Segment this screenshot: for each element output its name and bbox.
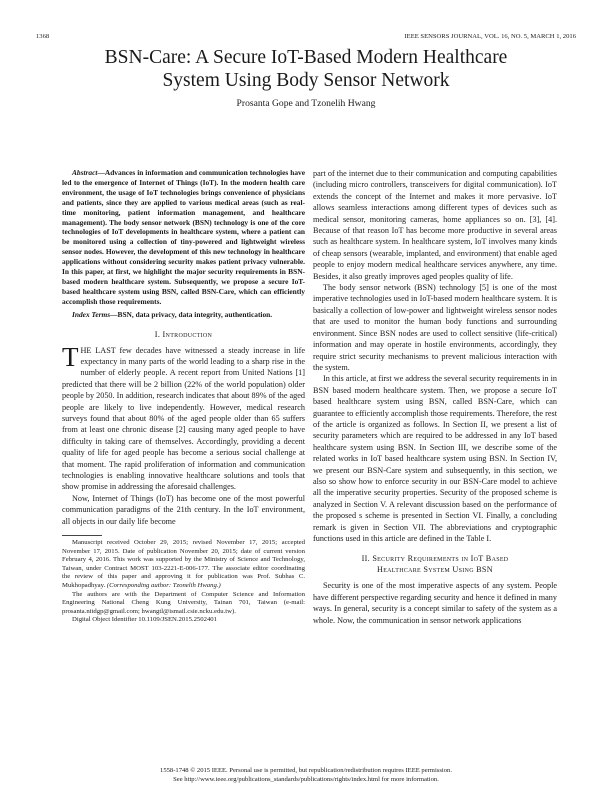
footnote-received-text: Manuscript received October 29, 2015; revised November 17, 2015; accepted November 17, 2015. Date of publication November 20, 2015; date of current version February 4, 2016. This work was supported by the Ministry of Science and Technology, Taiwan, under Contract MOST 103-2221-E-006-177. The associate editor coordinating the review of this paper and approving it for publication was Prof. Subhas C. Mukhopadhyay. (62, 539, 305, 590)
section-heading-introduction (62, 329, 305, 340)
intro-paragraph-1-text: HE LAST few decades have witnessed a steady increase in life expectancy in many parts of the world leading to a sharp rise in the number of elderly people. A recent report from United Nations [1] predicted that there will be 2 billion (22% of the world population) older people by 2050. In addition, research indicates that about 89% of the aged people are likely to live independently. However, medical research surveys found that about 80% of the aged people older than 65 suffers from at least one chronic disease [2] causing many aged people to have difficulty in taking care of themselves. Accordingly, providing a decent quality of life for aged people has become a serious social challenge at that moment. The rapid proliferation of information and communication technologies is enabling innovative healthcare solutions and tools that show promise in addressing the aforesaid challenges. (62, 345, 305, 492)
section-title: Introduction (162, 329, 213, 339)
page-number: 1368 (36, 33, 50, 40)
journal-info: IEEE SENSORS JOURNAL, VOL. 16, NO. 5, MARCH 1, 2016 (404, 33, 576, 40)
copyright-footer (36, 766, 576, 784)
authors: Prosanta Gope and Tzonelih Hwang (236, 98, 376, 109)
title-line-2: System Using Body Sensor Network (162, 70, 450, 91)
footnote-received (62, 539, 305, 591)
footnote-rule (62, 535, 102, 536)
footnote-doi: Digital Object Identifier 10.1109/JSEN.2015.2502401 (72, 616, 217, 624)
intro-paragraph-2: Now, Internet of Things (IoT) has become one of the most powerful communication paradigms of the 21th century. In the IoT environment, all objects in our daily life become (62, 493, 305, 526)
index-terms-text: —BSN, data privacy, data integrity, authentication. (110, 309, 273, 319)
footnote-corresponding: (Corresponding author: Tzonelih Hwang.) (106, 582, 221, 590)
index-terms (62, 310, 305, 320)
right-column (313, 168, 557, 626)
footnote-affiliation: The authors are with the Department of Computer Science and Information Engineering National Cheng Kung University, Tainan 701, Taiwan (e-mail: prosanta.nitdgp@gmail.com; hwangtl@ismail.csie.ncku.edu.tw). (62, 590, 305, 615)
abstract-lead: Abstract (72, 168, 98, 177)
right-paragraph-3: In this article, at first we address the several security requirements in in BSN based modern healthcare system. Then, we propose a secure IoT based healthcare system using BSN, called BSN-Care, which can guarantee to efficiently accomplish those requirements. Therefore, the rest of the article is organized as follows. In Section II, we present a list of security parameters which are required to be addressed in any IoT based healthcare system using BSN. In Section III, we describe some of the related works in IoT based healthcare system using BSN. In Section IV, we present our BSN-Care system and subsequently, in this section, we also so show how to enforce security in our BSN-Care model to achieve all the imperative security properties. Security of the proposed scheme is analyzed in Section V. A relevant discussion based on the performance of the proposed s scheme is presented in Section VI. Finally, a concluding remark is given in Section VII. The abbreviations and cryptographic functions used in this article are defined in the Table I. (313, 374, 557, 543)
abstract (62, 168, 305, 307)
right-paragraph-2: The body sensor network (BSN) technology [5] is one of the most imperative technologies used in IoT-based modern healthcare system. It is basically a collection of low-power and lightweight wireless sensor nodes that are used to monitor the human body functions and surrounding environment. Since BSN nodes are used to collect sensitive (life-critical) information and may operate in hostile environments, accordingly, they require strict security mechanisms to prevent malicious interaction with the system. (313, 283, 557, 372)
section2-numeral: II. (361, 554, 370, 564)
abstract-text: —Advances in information and communication technologies have led to the emergence of Internet of Things (IoT). In the modern health care environment, the usage of IoT technologies brings convenience of physicians and patients, since they are applied to various medical areas (such as real-time monitoring, patient information management, and healthcare management). The body sensor network (BSN) technology is one of the core technologies of IoT developments in healthcare system, where a patient can be monitored using a collection of tiny-powered and lightweight wireless sensor nodes. However, the development of this new technology in healthcare applications without considering security makes patient privacy vulnerable. In this paper, at first, we highlight the major security requirements in BSN-based modern healthcare system. Subsequently, we propose a secure IoT-based healthcare system using BSN, called BSN-Care, which can efficiently accomplish those requirements. (62, 168, 305, 306)
section2-title-line-2: Healthcare System Using BSN (377, 565, 493, 575)
right-paragraph-4: Security is one of the most imperative aspects of any system. People have different perspective regarding security and hence it defined in many ways. In general, security is a concept similar to safety of the system as a whole. Now, the communication in sensor network applications (313, 581, 557, 625)
section-heading-security (313, 553, 557, 575)
drop-cap: T (62, 341, 79, 372)
paper-title (36, 46, 576, 92)
copyright-line: 1558-1748 © 2015 IEEE. Personal use is permitted, but republication/redistribution requires IEEE permission. (160, 767, 452, 774)
intro-paragraph-1 (62, 341, 305, 493)
section-numeral: I. (154, 329, 161, 339)
index-terms-lead: Index Terms (72, 309, 111, 319)
title-line-1: BSN-Care: A Secure IoT-Based Modern Healthcare (104, 47, 508, 68)
right-paragraph-1: part of the internet due to their communication and computing capabilities (including micro controllers, transceivers for digital communication). IoT extends the concept of the Internet and makes it more pervasive. IoT allows seamless interactions among different types of devices such as medical sensor, monitoring cameras, home appliances so on. [3], [4]. Because of that reason IoT has become more productive in several areas such as healthcare system. In healthcare system, IoT involves many kinds of cheap sensors (wearable, implanted, and environment) that enable aged people to enjoy modern medical healthcare services anywhere, any time. Besides, it also greatly improves aged peoples quality of life. (313, 169, 557, 281)
rights-link-line: See http://www.ieee.org/publications_standards/publications/rights/index.html for more information. (173, 776, 439, 783)
section2-title-line-1: Security Requirements in IoT Based (372, 554, 509, 564)
running-header (36, 32, 576, 42)
left-column (62, 168, 305, 625)
